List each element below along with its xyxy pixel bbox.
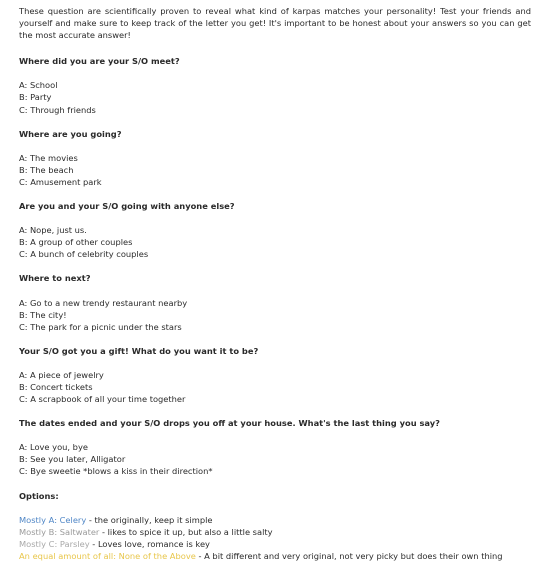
question-heading: Your S/O got you a gift! What do you want it to be? <box>19 345 259 356</box>
question-heading: The dates ended and your S/O drops you off at your house. What's the last thing you say? <box>19 418 440 429</box>
question-heading: Are you and your S/O going with anyone else? <box>19 201 235 212</box>
answer-c: C: Amusement park <box>19 176 102 187</box>
question-block-6 <box>19 417 531 477</box>
option-mostly-b <box>19 526 531 538</box>
option-label: Mostly C: Parsley <box>19 538 90 549</box>
question-block-2 <box>19 128 531 188</box>
answer-c: C: A scrapbook of all your time together <box>19 394 186 405</box>
answer-b: B: A group of other couples <box>19 237 133 248</box>
option-mostly-a <box>19 514 531 526</box>
answer-a: A: Go to a new trendy restaurant nearby <box>19 297 188 308</box>
question-heading: Where did you are your S/O meet? <box>19 56 180 67</box>
question-heading: Where to next? <box>19 273 91 284</box>
option-label: Mostly A: Celery <box>19 514 87 525</box>
answer-a: A: A piece of jewelry <box>19 369 104 380</box>
option-equal-all <box>19 550 531 562</box>
answer-list <box>19 79 531 115</box>
answer-b: B: Concert tickets <box>19 381 93 392</box>
answer-list <box>19 441 531 477</box>
answer-c: C: Bye sweetie *blows a kiss in their direction* <box>19 466 213 477</box>
answer-b: B: The city! <box>19 309 67 320</box>
options-section <box>19 490 531 562</box>
answer-c: C: Through friends <box>19 104 96 115</box>
intro-paragraph: These question are scientifically proven to reveal what kind of karpas matches your personality! Test your friends and yourself and make sure to keep track of the letter you get! It's important to be honest about your answers so you can get the most accurate answer! <box>19 6 531 41</box>
option-label: An equal amount of all: None of the Above <box>19 550 196 561</box>
option-description: - Loves love, romance is key <box>89 538 210 549</box>
answer-a: A: Love you, bye <box>19 442 88 453</box>
option-description: - the originally, keep it simple <box>86 514 213 525</box>
answer-a: A: The movies <box>19 152 78 163</box>
question-block-4 <box>19 272 531 332</box>
answer-a: A: School <box>19 80 58 91</box>
answer-list <box>19 152 531 188</box>
answer-a: A: Nope, just us. <box>19 225 87 236</box>
options-title: Options: <box>19 490 59 501</box>
answer-list <box>19 369 531 405</box>
question-block-1 <box>19 55 531 115</box>
answer-c: C: The park for a picnic under the stars <box>19 321 182 332</box>
question-block-3 <box>19 200 531 260</box>
answer-c: C: A bunch of celebrity couples <box>19 249 149 260</box>
question-block-5 <box>19 345 531 405</box>
quiz-document <box>19 5 531 562</box>
answer-b: B: Party <box>19 92 52 103</box>
answer-list <box>19 297 531 333</box>
answer-b: B: The beach <box>19 164 74 175</box>
answer-list <box>19 224 531 260</box>
option-mostly-c <box>19 538 531 550</box>
answer-b: B: See you later, Alligator <box>19 454 126 465</box>
question-heading: Where are you going? <box>19 128 122 139</box>
option-label: Mostly B: Saltwater <box>19 526 100 537</box>
option-description: - likes to spice it up, but also a little salty <box>99 526 273 537</box>
option-description: - A bit different and very original, not very picky but does their own thing <box>195 550 503 561</box>
